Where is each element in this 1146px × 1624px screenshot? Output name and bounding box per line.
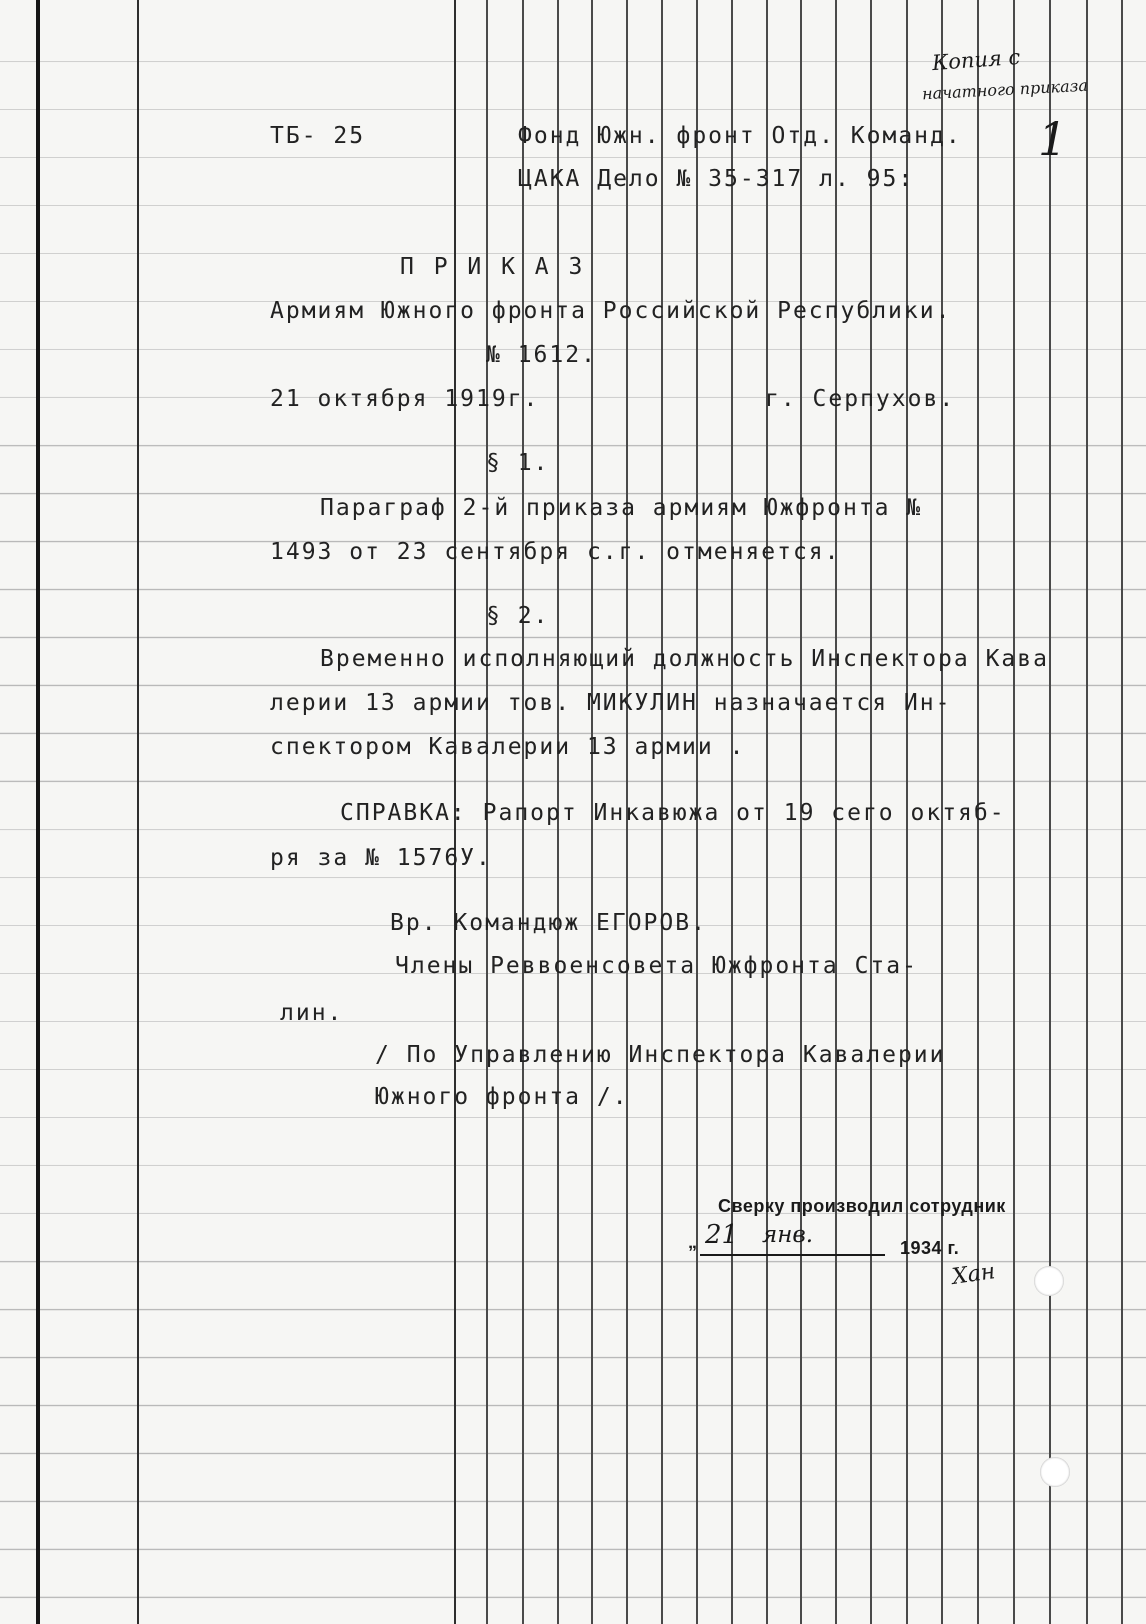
reference-line: СПРАВКА: Рапорт Инкавюжа от 19 сего октяб- — [340, 800, 1006, 826]
handwritten-note-line2: начатного приказа — [921, 75, 1089, 104]
handwritten-note-line1: Копия с — [931, 44, 1022, 76]
footer-line: / По Управлению Инспектора Кавалерии — [375, 1042, 946, 1068]
punch-hole — [1034, 1266, 1064, 1296]
stamp-date-prefix: „ — [688, 1232, 698, 1252]
grid-line — [1049, 0, 1051, 1624]
order-date: 21 октября 1919г. — [270, 386, 540, 412]
margin-line-left — [36, 0, 40, 1624]
section-line: спектором Кавалерии 13 армии . — [270, 734, 746, 760]
council-members-cont: лин. — [280, 1000, 344, 1026]
punch-hole — [1040, 1457, 1070, 1487]
grid-line — [1013, 0, 1015, 1624]
document-subtitle: Армиям Южного фронта Российской Республики. — [270, 298, 952, 324]
verification-stamp: Сверку производил сотрудник — [718, 1196, 1006, 1216]
commander-signature: Вр. Командюж ЕГОРОВ. — [390, 910, 707, 936]
footer-line: Южного фронта /. — [375, 1084, 629, 1110]
section-mark: § 2. — [486, 603, 550, 629]
order-place: г. Серпухов. — [765, 386, 956, 412]
margin-line — [137, 0, 139, 1624]
stamp-date-month: янв. — [762, 1222, 814, 1248]
section-line: лерии 13 армии тов. МИКУЛИН назначается Ин- — [270, 690, 952, 716]
section-line: 1493 от 23 сентября с.г. отменяется. — [270, 539, 841, 565]
fond-line: Фонд Южн. фронт Отд. Команд. — [518, 123, 962, 149]
grid-line — [1086, 0, 1088, 1624]
grid-line — [1121, 0, 1123, 1624]
section-line: Временно исполняющий должность Инспектора Кава — [320, 646, 1049, 672]
case-line: ЦАКА Дело № 35-317 л. 95: — [518, 166, 915, 192]
stamp-date-day: 21 — [705, 1220, 739, 1250]
order-number: № 1612. — [486, 342, 597, 368]
section-line: Параграф 2-й приказа армиям Южфронта № — [320, 495, 923, 521]
stamp-year: 1934 г. — [900, 1238, 960, 1258]
handwritten-signature: Хан — [950, 1259, 997, 1290]
council-members: Члены Реввоенсовета Южфронта Ста- — [395, 953, 918, 979]
archive-code: ТБ- 25 — [270, 123, 366, 149]
section-mark: § 1. — [486, 450, 550, 476]
stamp-date-underline — [700, 1254, 885, 1256]
document-heading: П Р И К А З — [400, 254, 586, 280]
sheet-number: 1 — [1038, 112, 1068, 166]
reference-line: ря за № 1576У. — [270, 845, 492, 871]
